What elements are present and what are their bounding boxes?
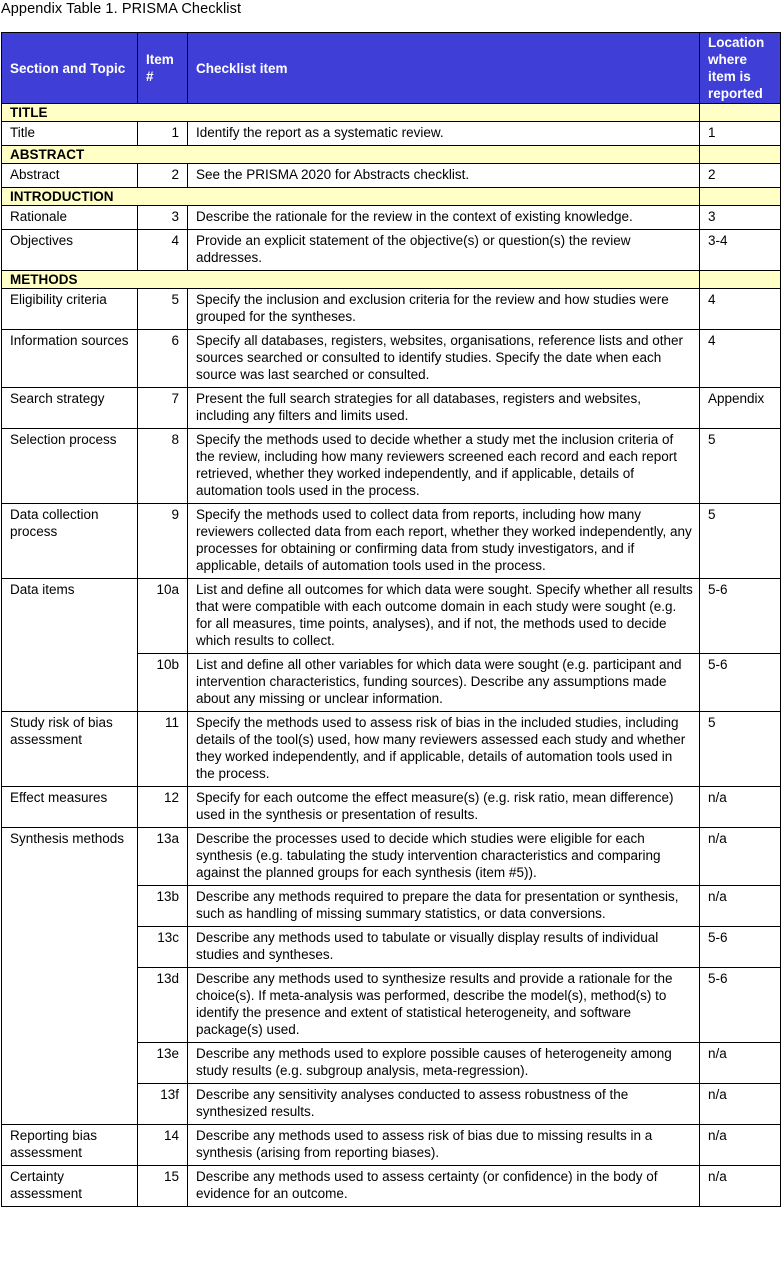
row-location: n/a <box>700 1166 781 1207</box>
section-location-empty <box>700 146 781 164</box>
prisma-checklist-table <box>1 32 781 1207</box>
row-topic: Reporting bias assessment <box>2 1125 138 1166</box>
header-section-topic: Section and Topic <box>2 33 138 104</box>
section-label: ABSTRACT <box>2 146 700 164</box>
section-location-empty <box>700 104 781 122</box>
row-topic: Information sources <box>2 330 138 388</box>
table-row <box>2 828 781 886</box>
table-row <box>2 164 781 188</box>
row-topic: Data items <box>2 579 138 712</box>
row-location: 4 <box>700 289 781 330</box>
table-row <box>2 712 781 787</box>
table-row <box>2 206 781 230</box>
row-checklist-text: Specify the inclusion and exclusion criteria for the review and how studies were grouped for the syntheses. <box>188 289 700 330</box>
header-location: Location where item is reported <box>700 33 781 104</box>
row-checklist-text: List and define all other variables for which data were sought (e.g. participant and intervention characteristics, funding sources). Describe any assumptions made about any missing or unclear information. <box>188 654 700 712</box>
table-row <box>2 429 781 504</box>
row-topic: Effect measures <box>2 787 138 828</box>
table-row <box>2 230 781 271</box>
row-topic: Synthesis methods <box>2 828 138 1125</box>
row-checklist-text: Specify all databases, registers, websites, organisations, reference lists and other sources searched or consulted to identify studies. Specify the date when each source was last searched or consulted. <box>188 330 700 388</box>
row-checklist-text: Identify the report as a systematic review. <box>188 122 700 146</box>
table-row <box>2 330 781 388</box>
row-topic: Data collection process <box>2 504 138 579</box>
header-item-number: Item # <box>138 33 188 104</box>
row-topic: Abstract <box>2 164 138 188</box>
row-item-number: 13f <box>138 1084 188 1125</box>
row-checklist-text: Describe any sensitivity analyses conducted to assess robustness of the synthesized results. <box>188 1084 700 1125</box>
section-row-methods <box>2 271 781 289</box>
table-row <box>2 289 781 330</box>
row-topic: Eligibility criteria <box>2 289 138 330</box>
row-topic: Search strategy <box>2 388 138 429</box>
row-item-number: 7 <box>138 388 188 429</box>
table-caption: Appendix Table 1. PRISMA Checklist <box>1 1 242 17</box>
row-item-number: 4 <box>138 230 188 271</box>
row-topic: Objectives <box>2 230 138 271</box>
row-location: Appendix <box>700 388 781 429</box>
row-location: 5 <box>700 712 781 787</box>
row-location: n/a <box>700 1043 781 1084</box>
table-row <box>2 1166 781 1207</box>
row-checklist-text: Provide an explicit statement of the objective(s) or question(s) the review addresses. <box>188 230 700 271</box>
row-checklist-text: Describe any methods used to tabulate or visually display results of individual studies and syntheses. <box>188 927 700 968</box>
row-checklist-text: Describe any methods used to assess risk of bias due to missing results in a synthesis (arising from reporting biases). <box>188 1125 700 1166</box>
row-checklist-text: Describe any methods used to assess certainty (or confidence) in the body of evidence for an outcome. <box>188 1166 700 1207</box>
row-item-number: 5 <box>138 289 188 330</box>
row-location: 5-6 <box>700 968 781 1043</box>
row-topic: Certainty assessment <box>2 1166 138 1207</box>
row-location: n/a <box>700 1125 781 1166</box>
row-item-number: 11 <box>138 712 188 787</box>
row-topic: Rationale <box>2 206 138 230</box>
table-row <box>2 787 781 828</box>
row-location: n/a <box>700 886 781 927</box>
row-topic: Study risk of bias assessment <box>2 712 138 787</box>
row-checklist-text: See the PRISMA 2020 for Abstracts checklist. <box>188 164 700 188</box>
section-location-empty <box>700 188 781 206</box>
row-item-number: 3 <box>138 206 188 230</box>
row-location: n/a <box>700 1084 781 1125</box>
row-item-number: 8 <box>138 429 188 504</box>
table-row <box>2 388 781 429</box>
row-location: 5-6 <box>700 579 781 654</box>
row-checklist-text: Describe any methods used to synthesize results and provide a rationale for the choice(s). If meta-analysis was performed, describe the model(s), method(s) to identify the presence and extent of statistical heterogeneity, and software package(s) used. <box>188 968 700 1043</box>
row-checklist-text: Present the full search strategies for all databases, registers and websites, including any filters and limits used. <box>188 388 700 429</box>
row-location: n/a <box>700 828 781 886</box>
section-row-title <box>2 104 781 122</box>
row-checklist-text: Describe the processes used to decide which studies were eligible for each synthesis (e.g. tabulating the study intervention characteristics and comparing against the planned groups for each synthesis (item #5)). <box>188 828 700 886</box>
row-item-number: 10a <box>138 579 188 654</box>
table-row <box>2 1125 781 1166</box>
row-item-number: 10b <box>138 654 188 712</box>
row-item-number: 9 <box>138 504 188 579</box>
row-checklist-text: Describe any methods used to explore possible causes of heterogeneity among study results (e.g. subgroup analysis, meta-regression). <box>188 1043 700 1084</box>
header-checklist-item: Checklist item <box>188 33 700 104</box>
row-item-number: 13e <box>138 1043 188 1084</box>
row-checklist-text: Specify for each outcome the effect measure(s) (e.g. risk ratio, mean difference) used in the synthesis or presentation of results. <box>188 787 700 828</box>
row-topic: Title <box>2 122 138 146</box>
row-location: 5-6 <box>700 654 781 712</box>
row-location: 1 <box>700 122 781 146</box>
row-topic: Selection process <box>2 429 138 504</box>
row-location: 3-4 <box>700 230 781 271</box>
row-checklist-text: List and define all outcomes for which data were sought. Specify whether all results that were compatible with each outcome domain in each study were sought (e.g. for all measures, time points, analyses), and if not, the methods used to decide which results to collect. <box>188 579 700 654</box>
section-row-abstract <box>2 146 781 164</box>
row-location: 5 <box>700 504 781 579</box>
row-checklist-text: Specify the methods used to assess risk of bias in the included studies, including details of the tool(s) used, how many reviewers assessed each study and whether they worked independently, and if applicable, details of automation tools used in the process. <box>188 712 700 787</box>
row-checklist-text: Specify the methods used to decide whether a study met the inclusion criteria of the review, including how many reviewers screened each record and each report retrieved, whether they worked independently, and if applicable, details of automation tools used in the process. <box>188 429 700 504</box>
section-label: TITLE <box>2 104 700 122</box>
row-item-number: 6 <box>138 330 188 388</box>
row-checklist-text: Specify the methods used to collect data from reports, including how many reviewers collected data from each report, whether they worked independently, any processes for obtaining or confirming data from study investigators, and if applicable, details of automation tools used in the process. <box>188 504 700 579</box>
section-label: METHODS <box>2 271 700 289</box>
header-row <box>2 33 781 104</box>
section-location-empty <box>700 271 781 289</box>
row-item-number: 2 <box>138 164 188 188</box>
table-row <box>2 579 781 654</box>
row-location: 5 <box>700 429 781 504</box>
row-location: 3 <box>700 206 781 230</box>
row-item-number: 13b <box>138 886 188 927</box>
row-item-number: 13a <box>138 828 188 886</box>
row-checklist-text: Describe the rationale for the review in the context of existing knowledge. <box>188 206 700 230</box>
table-row <box>2 122 781 146</box>
section-row-introduction <box>2 188 781 206</box>
row-location: n/a <box>700 787 781 828</box>
row-item-number: 12 <box>138 787 188 828</box>
row-location: 2 <box>700 164 781 188</box>
row-checklist-text: Describe any methods required to prepare the data for presentation or synthesis, such as handling of missing summary statistics, or data conversions. <box>188 886 700 927</box>
table-row <box>2 504 781 579</box>
row-item-number: 15 <box>138 1166 188 1207</box>
row-item-number: 13d <box>138 968 188 1043</box>
row-item-number: 1 <box>138 122 188 146</box>
row-item-number: 13c <box>138 927 188 968</box>
row-item-number: 14 <box>138 1125 188 1166</box>
section-label: INTRODUCTION <box>2 188 700 206</box>
row-location: 4 <box>700 330 781 388</box>
row-location: 5-6 <box>700 927 781 968</box>
